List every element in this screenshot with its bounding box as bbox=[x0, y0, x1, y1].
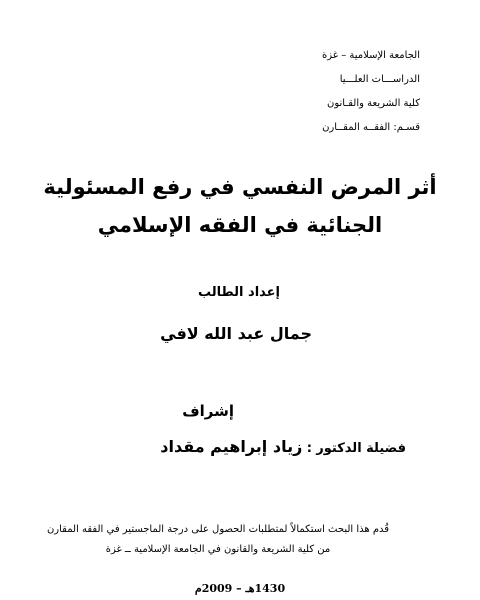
university-name: الجامعة الإسلامية – غزة bbox=[322, 50, 420, 61]
thesis-title bbox=[0, 168, 480, 244]
supervisor-title: فضيلة الدكتور bbox=[316, 441, 406, 456]
submission-statement bbox=[18, 520, 418, 560]
supervision-label: إشراف bbox=[182, 402, 234, 420]
department-name: قسـم: الفقــه المقــارن bbox=[322, 122, 420, 133]
institution-header bbox=[220, 44, 420, 140]
graduate-studies-label: الدراســـات العلـــيا bbox=[339, 74, 420, 85]
student-name: جمال عبد الله لافي bbox=[160, 324, 312, 343]
thesis-date: 1430هـ – 2009م bbox=[194, 582, 286, 595]
supervisor-row bbox=[160, 437, 406, 456]
prepared-by-label: إعداد الطالب bbox=[197, 285, 280, 300]
submission-line-1: قُدم هذا البحث استكمالاً لمتطلبات الحصول على درجة الماجستير في الفقه المقارن bbox=[46, 524, 390, 535]
thesis-title-line-1: أثر المرض النفسي في رفع المسئولية bbox=[43, 175, 437, 199]
thesis-title-line-2: الجنائية في الفقه الإسلامي bbox=[97, 213, 383, 237]
faculty-name: كلية الشريعة والقـانون bbox=[326, 98, 420, 109]
supervisor-name: زياد إبراهيم مقداد bbox=[160, 437, 303, 456]
supervisor-separator: : bbox=[306, 441, 312, 456]
submission-line-2: من كلية الشريعة والقانون في الجامعة الإسلامية ــ غزة bbox=[105, 544, 331, 555]
